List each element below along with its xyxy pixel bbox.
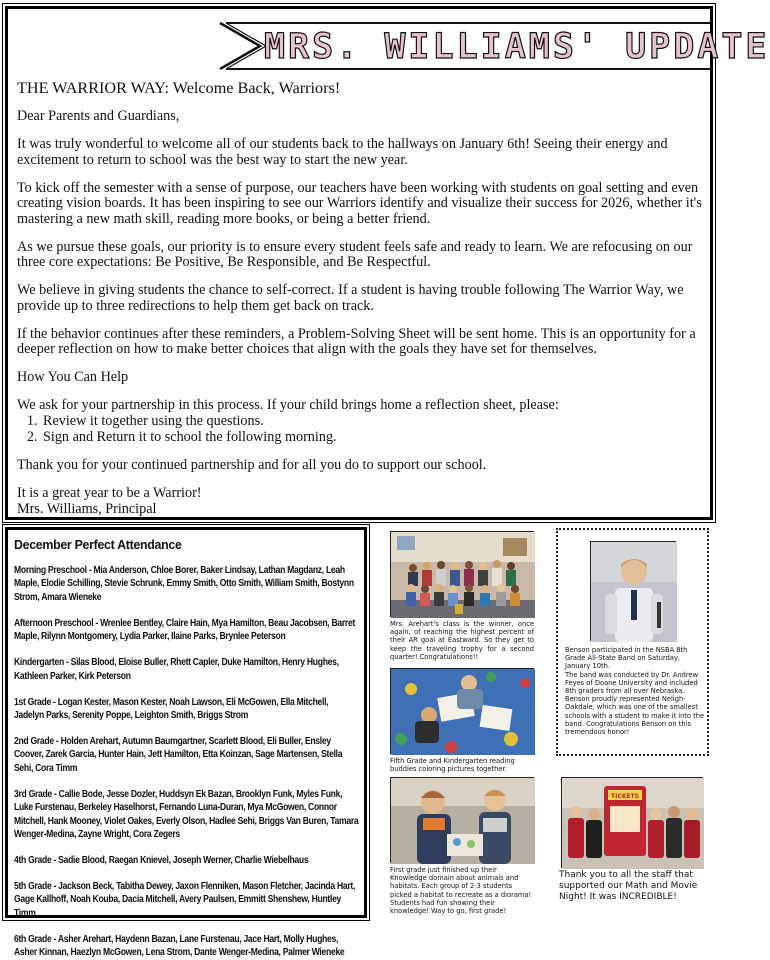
letter-paragraph: As we pursue these goals, our priority is to ensure every student feels safe and ready to learn. We are refocusing on our three core expectations: Be Positive, Be Responsible, and Be Respectful. xyxy=(17,238,693,271)
letter-closing: It is a great year to be a Warrior! xyxy=(17,485,202,501)
letter-greeting: Dear Parents and Guardians, xyxy=(17,108,180,124)
letter-body xyxy=(17,79,707,517)
attendance-group: 2nd Grade - Holden Arehart, Autumn Baumgartner, Scarlett Blood, Eli Buller, Ensley Coover, Zarek Garcia, Hunter Hain, Jett Hamilton, Etta Koinzan, Sage Martensen, Stella Sehi, Cora Timm xyxy=(14,736,343,774)
class-trophy-caption: Mrs. Arehart's class is the winner, once again, of reaching the highest percent of their AR goal at Eastward. So they get to keep the traveling trophy for a second quarter! Congratulations!! xyxy=(390,620,534,661)
staff-thanks-caption: Thank you to all the staff that supported our Math and Movie Night! It was INCREDIBLE! xyxy=(559,870,698,902)
reading-buddies-photo xyxy=(390,668,534,754)
benson-photo xyxy=(590,541,676,641)
letter-paragraph: If the behavior continues after these reminders, a Problem-Solving Sheet will be sent home. This is an opportunity for a deeper reflection on how to make better choices that align with the goals they have set for themselves. xyxy=(17,325,696,358)
letter-signature: Mrs. Williams, Principal xyxy=(17,500,157,517)
attendance-group: 3rd Grade - Callie Bode, Jesse Dozler, Huddsyn Ek Bazan, Brooklyn Funk, Myles Funk, Luke Furstenau, Berkeley Haselhorst, Fernando Luna-Duran, Mya McGowen, Connor Mitchell, Hank Mooney, Violet Oakes, Everly Olson, Hadlee Sehi, Briggs Van Buren, Tamara Wenger-Medina, Zayne Wright, Cora Zegers xyxy=(14,788,359,841)
benson-caption: Benson participated in the NSBA 8th Grade All-State Band on Saturday, January 10th. The band was conducted by Dr. Andrew Feyes of Doane University and included 8th graders from all over Nebraska. Benson proudly represented Neligh-Oakdale, which was one of the smallest schools with a student to make it into the band. Congratulations Benson on this tremendous honor! xyxy=(565,646,705,737)
letter-paragraph: It was truly wonderful to welcome all of our students back to the hallways on January 6th! Seeing their energy and excitement to return to school was the best way to start the new year. xyxy=(17,135,668,168)
newsletter-banner xyxy=(220,21,770,71)
letter-paragraph: Thank you for your continued partnership and for all you do to support our school. xyxy=(17,457,487,474)
list-item: 1. Review it together using the questions. xyxy=(41,414,707,430)
benson-feature-box xyxy=(556,528,709,756)
attendance-group: 4th Grade - Sadie Blood, Raegan Knievel, Joseph Werner, Charlie Wiebelhaus xyxy=(14,855,309,867)
attendance-group: Afternoon Preschool - Wrenlee Bentley, Claire Hain, Mya Hamilton, Beau Jacobsen, Barret Maple, Rilynn Montgomery, Lydia Parker, Ilaine Parks, Brynlee Peterson xyxy=(14,617,356,643)
attendance-group: Morning Preschool - Mia Anderson, Chloe Borer, Baker Lindsay, Lathan Magdanz, Leah Maple, Elodie Schilling, Stevie Schrunk, Emmy Smith, Otto Smith, William Smith, Bostynn Strom, Amara Wieneke xyxy=(14,565,354,603)
reading-buddies-caption: Fifth Grade and Kindergarten reading buddies coloring pictures together. xyxy=(390,757,515,774)
attendance-title: December Perfect Attendance xyxy=(14,537,182,552)
attendance-panel xyxy=(5,527,367,959)
newsletter-title: MRS. WILLIAMS' UPDATE xyxy=(264,27,770,67)
staff-movie-night-photo xyxy=(561,777,703,868)
attendance-group: 5th Grade - Jackson Beck, Tabitha Dewey, Jaxon Flenniken, Mason Fletcher, Jacinda Hart, Gage Kallhoff, Noah Kouba, Dacia Mitchell, Avery Paulsen, Emmitt Shenshew, Huntley Timm xyxy=(14,881,356,919)
diorama-caption: First grade just finished up their Knowledge domain about animals and habitats. Each group of 2-3 students picked a habitat to recreate as a diorama! Students had fun showing their knowledge! Way to go, first grade! xyxy=(390,866,532,916)
tickets-sign: TICKETS xyxy=(611,793,639,800)
letter-paragraph: We ask for your partnership in this process. If your child brings home a reflection sheet, please: xyxy=(17,397,559,414)
letter-heading: THE WARRIOR WAY: Welcome Back, Warriors! xyxy=(17,79,341,97)
attendance-group: 6th Grade - Asher Arehart, Haydenn Bazan, Lane Furstenau, Jace Hart, Molly Hughes, Asher Kinnan, Haezlyn McGowen, Lena Strom, Dante Wenger-Medina, Palmer Wieneke xyxy=(14,933,345,959)
class-trophy-photo xyxy=(390,531,534,617)
attendance-group: 1st Grade - Logan Kester, Mason Kester, Noah Lawson, Eli McGowen, Ella Mitchell, Jadelyn Parks, Serenity Poppe, Leighton Smith, Briggs Strom xyxy=(14,696,329,722)
principal-letter-panel xyxy=(5,6,770,520)
help-steps-list xyxy=(41,414,707,445)
letter-paragraph: We believe in giving students the chance to self-correct. If a student is having trouble following The Warrior Way, we provide up to three redirections to help them get back on track. xyxy=(17,282,684,314)
list-item: 2. Sign and Return it to school the following morning. xyxy=(41,430,707,446)
letter-paragraph: To kick off the semester with a sense of purpose, our teachers have been working with students on goal setting and even creating vision boards. It has been inspiring to see our Warriors identify and visualize their success for 2026, whether it's mastering a new math skill, reading more books, or being a better friend. xyxy=(17,179,702,227)
attendance-group: Kindergarten - Silas Blood, Eloise Buller, Rhett Capler, Duke Hamilton, Henry Hughes, Kathleen Parker, Kirk Peterson xyxy=(14,657,339,682)
diorama-photo xyxy=(390,777,534,863)
help-heading: How You Can Help xyxy=(17,369,129,386)
